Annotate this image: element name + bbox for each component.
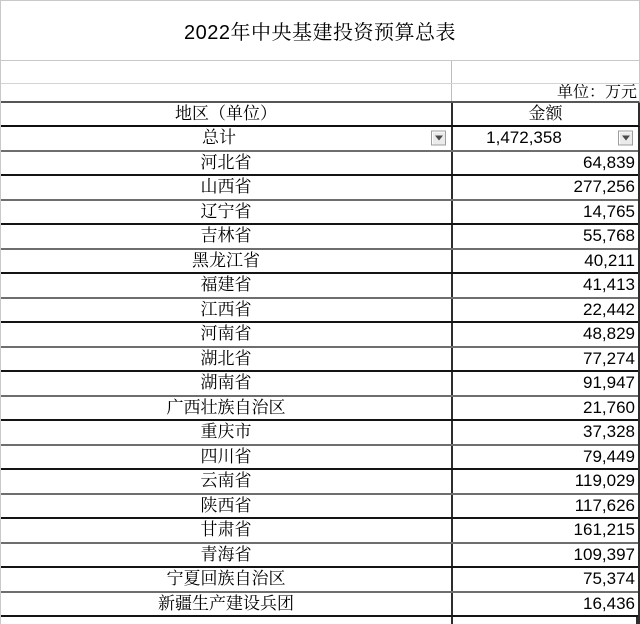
- amount-cell[interactable]: 16,436: [451, 593, 638, 616]
- unit-note-cell[interactable]: [451, 84, 639, 101]
- region-cell[interactable]: 新疆生产建设兵团: [158, 593, 294, 613]
- table-row: [1, 446, 638, 471]
- region-cell[interactable]: 青海省: [200, 544, 252, 564]
- region-cell[interactable]: 湖南省: [200, 373, 252, 393]
- amount-cell[interactable]: 55,768: [451, 225, 638, 248]
- amount-cell[interactable]: 37,328: [451, 421, 638, 444]
- table-body: [1, 127, 640, 624]
- table-row: [1, 250, 638, 275]
- table-row: [1, 274, 638, 299]
- amount-cell[interactable]: 48,829: [451, 323, 638, 346]
- region-filter-button[interactable]: [431, 131, 446, 146]
- spacer-cell: [1, 61, 451, 83]
- amount-cell[interactable]: 64,839: [451, 152, 638, 175]
- table-row: [1, 519, 638, 544]
- spacer-row: [1, 61, 640, 84]
- total-amount-cell[interactable]: [451, 127, 638, 150]
- amount-cell[interactable]: 161,215: [451, 519, 638, 542]
- table-row: [1, 397, 638, 422]
- amount-cell[interactable]: 75,374: [451, 568, 638, 591]
- amount-cell[interactable]: 119,029: [451, 470, 638, 493]
- table-row: [1, 372, 638, 397]
- region-cell[interactable]: 黑龙江省: [192, 250, 260, 270]
- region-cell[interactable]: 湖北省: [200, 348, 252, 368]
- unit-note: 单位：万元: [556, 84, 637, 101]
- region-cell[interactable]: 重庆市: [200, 422, 252, 442]
- table-row: [1, 323, 638, 348]
- table-row: [1, 348, 638, 373]
- amount-cell[interactable]: 41,413: [451, 274, 638, 297]
- region-cell[interactable]: 广西壮族自治区: [166, 397, 286, 417]
- amount-cell[interactable]: 22,442: [451, 299, 638, 322]
- amount-cell[interactable]: 14,765: [451, 201, 638, 224]
- region-cell[interactable]: 四川省: [200, 446, 252, 466]
- column-header-region[interactable]: 地区（单位）: [175, 104, 277, 123]
- region-cell[interactable]: 宁夏回族自治区: [166, 569, 286, 589]
- region-cell[interactable]: 吉林省: [200, 226, 252, 246]
- amount-filter-button[interactable]: [618, 131, 633, 146]
- region-cell[interactable]: 陕西省: [200, 495, 252, 515]
- amount-cell[interactable]: 91,947: [451, 372, 638, 395]
- total-row: [1, 127, 638, 152]
- table-header-row: [1, 103, 640, 127]
- table-row: [1, 495, 638, 520]
- table-row: [1, 568, 638, 593]
- amount-cell[interactable]: 40,211: [451, 250, 638, 273]
- table-row: [1, 470, 638, 495]
- table-row: [1, 176, 638, 201]
- table-row: [1, 544, 638, 569]
- table-row: [1, 299, 638, 324]
- region-cell[interactable]: 辽宁省: [200, 201, 252, 221]
- amount-cell[interactable]: 117,626: [451, 495, 638, 518]
- table-title-cell[interactable]: [1, 1, 640, 61]
- region-cell[interactable]: 云南省: [200, 471, 252, 491]
- region-cell[interactable]: 河北省: [200, 152, 252, 172]
- amount-cell[interactable]: 77,274: [451, 348, 638, 371]
- table-row: [1, 225, 638, 250]
- amount-cell[interactable]: 79,449: [451, 446, 638, 469]
- region-cell[interactable]: 河南省: [200, 324, 252, 344]
- region-cell[interactable]: 甘肃省: [200, 520, 252, 540]
- total-label: 总计: [202, 128, 236, 148]
- unit-note-row: [1, 84, 640, 103]
- spacer-cell: [451, 61, 639, 83]
- table-row: [1, 421, 638, 446]
- amount-cell[interactable]: 21,760: [451, 397, 638, 420]
- spacer-cell: [1, 84, 451, 101]
- total-amount: 1,472,358: [486, 128, 562, 148]
- table-row: [1, 593, 638, 618]
- partial-next-row: [1, 617, 638, 624]
- spacer-cell: [1, 617, 451, 624]
- filter-dropdown-icon: [435, 136, 443, 141]
- table-row: [1, 152, 638, 177]
- spacer-cell: [451, 617, 636, 624]
- filter-dropdown-icon: [622, 136, 630, 141]
- region-cell[interactable]: 福建省: [200, 275, 252, 295]
- page-title: 2022年中央基建投资预算总表: [184, 22, 456, 44]
- column-header-amount[interactable]: 金额: [451, 103, 638, 125]
- table-row: [1, 201, 638, 226]
- amount-cell[interactable]: 109,397: [451, 544, 638, 567]
- region-cell[interactable]: 山西省: [200, 177, 252, 197]
- total-label-cell[interactable]: [1, 127, 451, 150]
- region-cell[interactable]: 江西省: [200, 299, 252, 319]
- amount-cell[interactable]: 277,256: [451, 176, 638, 199]
